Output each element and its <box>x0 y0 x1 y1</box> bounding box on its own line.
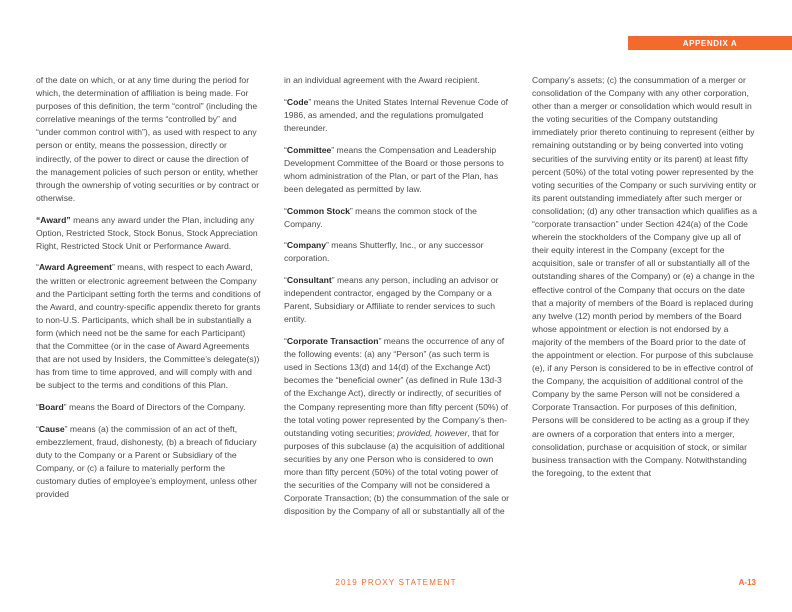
definition-award-agreement <box>36 261 261 392</box>
definition-corporate-transaction-text-a: ” means the occurrence of any of the following events: (a) any “Person” (as such term is used in Sections 13(d) and 14(d) of the Exchange Act) becomes the “beneficial owner” (as defined in Rule 13d-3 of the Exchange Act), directly or indirectly, of securities of the Company representing more than fifty percent (50%) of the total voting power represented by the Company’s then-outstanding voting securities; <box>284 336 509 438</box>
term-company: Company <box>286 240 327 251</box>
term-committee: Committee <box>286 144 332 155</box>
definition-cause-text: ” means (a) the commission of an act of theft, embezzlement, fraud, dishonesty, (b) a breach of fiduciary duty to the Company or a Parent or Subsidiary of the Company, or (c) a failure to materially perform the customary duties of employee’s employment, unless other provided <box>36 423 257 500</box>
open-quote: “ <box>284 96 287 107</box>
appendix-label: APPENDIX A <box>682 38 738 48</box>
appendix-header-bar <box>628 36 792 50</box>
definition-corporate-transaction <box>284 335 509 518</box>
definition-common-stock-text: ” means the common stock of the Company. <box>284 205 477 229</box>
open-quote: “ <box>36 262 39 273</box>
text-column-3 <box>532 74 757 489</box>
open-quote: “ <box>284 336 287 347</box>
definition-consultant-text: ” means any person, including an advisor or independent contractor, engaged by the Company or a Parent, Subsidiary or Affiliate to render services to such entity. <box>284 275 499 325</box>
definition-award-text: means any award under the Plan, including any Option, Restricted Stock, Stock Bonus, Stock Appreciation Right, Restricted Stock Unit or Performance Award. <box>36 214 258 251</box>
paragraph-cause-continued: in an individual agreement with the Award recipient. <box>284 75 480 85</box>
definition-board <box>36 401 261 414</box>
open-quote: “ <box>284 240 287 251</box>
term-cause: Cause <box>38 423 65 434</box>
term-award: “Award” <box>36 214 71 225</box>
open-quote: “ <box>36 423 39 434</box>
open-quote: “ <box>284 205 287 216</box>
definition-award-agreement-text: ” means, with respect to each Award, the written or electronic agreement between the Company and the Participant setting forth the terms and conditions of the Award, and country-specific appendix thereto for grants to non-U.S. Participants, which shall be in substantially a form (which need not be the same for each Participant) that the Committee (or in the case of Award Agreements that are not used by Insiders, the Committee’s delegate(s)) has from time to time approved, and will comply with and be subject to the terms and conditions of this Plan. <box>36 262 261 391</box>
paragraph-corporate-transaction-continued: Company’s assets; (c) the consummation of a merger or consolidation of the Company with any other corporation, other than a merger or consolidation which would result in the voting securities of the Company outstanding immediately prior thereto continuing to represent (either by remaining outstanding or by being converted into voting securities of the surviving entity or its parent) at least fifty percent (50%) of the total voting power represented by the voting securities of the Company or such surviving entity or its parent outstanding immediately after such merger or consolidation; (d) any other transaction which qualifies as a “corporate transaction” under Section 424(a) of the Code wherein the stockholders of the Company give up all of their equity interest in the Company (except for the acquisition, sale or transfer of all or substantially all of the outstanding shares of the Company) or (e) a change in the effective control of the Company that occurs on the date that a majority of members of the Board is replaced during any twelve (12) month period by members of the Board whose appointment or election is not endorsed by a majority of the members of the Board prior to the date of the appointment or election. For purpose of this subclause (e), if any Person is considered to be in effective control of the Company, the acquisition of additional control of the Company by the same Person will not be considered a Corporate Transaction. For purposes of this definition, Persons will be considered to be acting as a group if they are owners of a corporation that enters into a merger, consolidation, purchase or acquisition of stock, or similar business transaction with the Company. Notwithstanding the foregoing, to the extent that <box>532 75 757 478</box>
footer-page-number: A-13 <box>738 578 756 587</box>
definition-committee-text: ” means the Compensation and Leadership Development Committee of the Board or those persons to whom administration of the Plan, or part of the Plan, has been delegated as permitted by law. <box>284 144 504 194</box>
term-board: Board <box>38 401 64 412</box>
definition-cause <box>36 423 261 502</box>
text-column-1 <box>36 74 261 510</box>
definition-company <box>284 239 509 265</box>
footer-proxy-statement: 2019 PROXY STATEMENT <box>335 578 457 587</box>
open-quote: “ <box>284 275 287 286</box>
term-consultant: Consultant <box>286 275 332 286</box>
term-code: Code <box>286 96 309 107</box>
open-quote: “ <box>284 144 287 155</box>
open-quote: “ <box>36 401 39 412</box>
definition-board-text: ” means the Board of Directors of the Company. <box>63 401 246 412</box>
definition-code <box>284 96 509 135</box>
definition-corporate-transaction-text-b: , that for purposes of this subclause (a) the acquisition of additional securities by any one Person who is considered to own more than fifty percent (50%) of the total voting power of the securities of the Company will not be considered a Corporate Transaction; (b) the consummation of the sale or disposition by the Company of all or substantially all of the <box>284 427 509 517</box>
text-column-2 <box>284 74 509 527</box>
definition-code-text: ” means the United States Internal Revenue Code of 1986, as amended, and the regulations promulgated thereunder. <box>284 96 509 133</box>
provided-however-italic: provided, however <box>397 427 468 438</box>
definition-common-stock <box>284 205 509 231</box>
term-award-agreement: Award Agreement <box>38 262 112 273</box>
term-corporate-transaction: Corporate Transaction <box>286 336 379 347</box>
paragraph-affiliation-continued: of the date on which, or at any time during the period for which, the determination of affiliation is being made. For purposes of this definition, the term “control” (including the correlative meanings of the terms “controlled by” and “under common control with”), as used with respect to any person or entity, means the possession, directly or indirectly, of the power to direct or cause the direction of the management policies of such person or entity, whether through the ownership of voting securities or by contract or otherwise. <box>36 75 260 203</box>
definition-consultant <box>284 274 509 326</box>
term-common-stock: Common Stock <box>286 205 350 216</box>
definition-committee <box>284 144 509 196</box>
definition-award <box>36 214 261 253</box>
definition-company-text: ” means Shutterfly, Inc., or any successor corporation. <box>284 240 484 264</box>
